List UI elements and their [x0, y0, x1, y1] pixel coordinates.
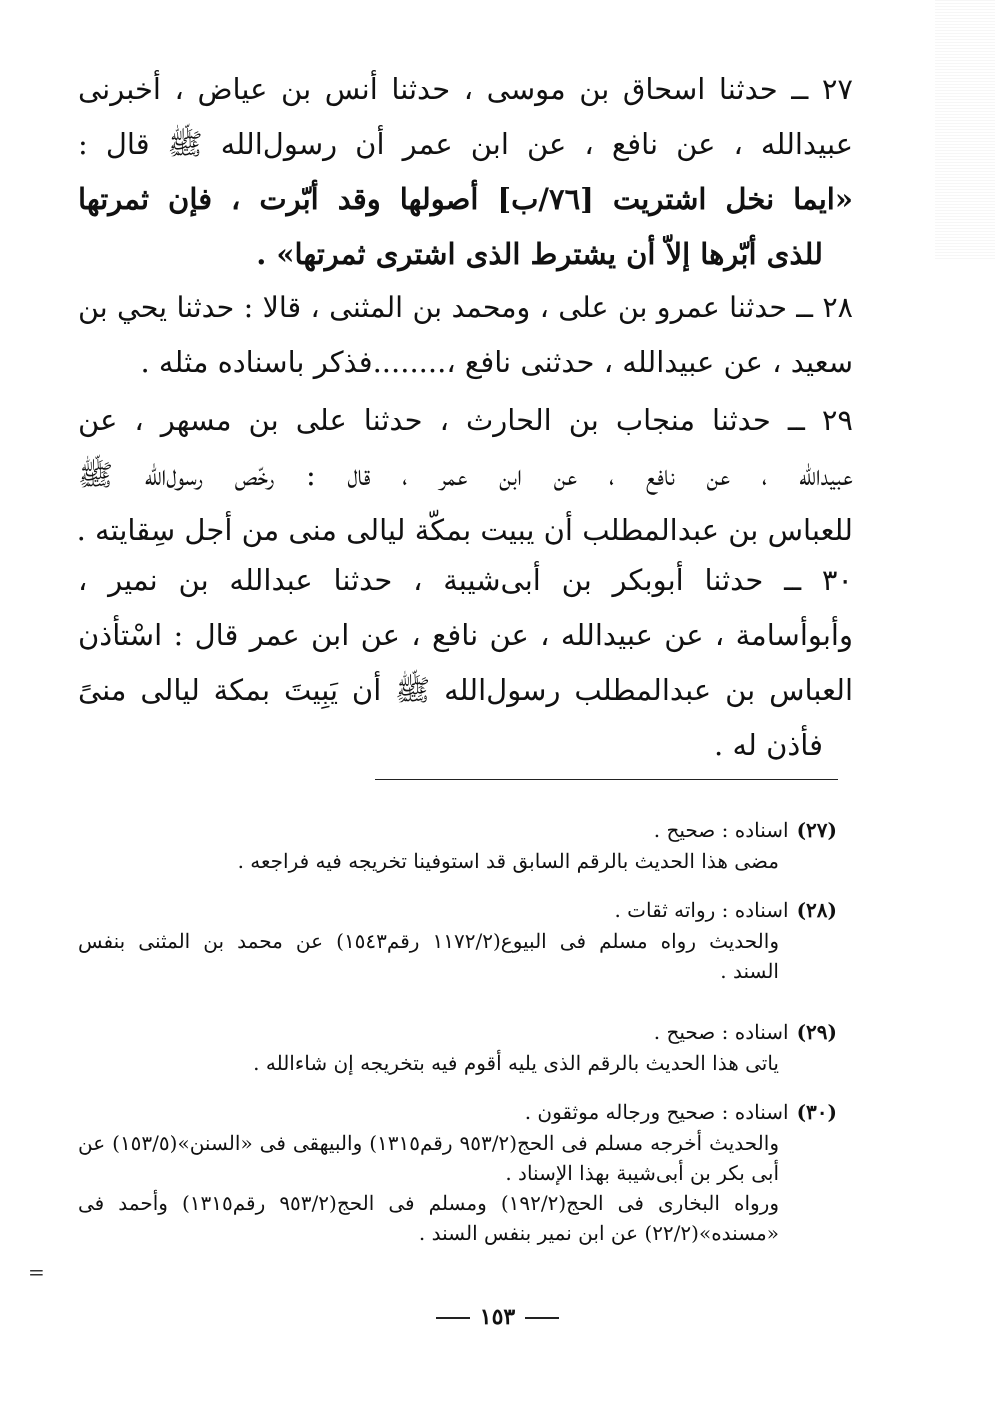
footnote-number: (٣٠) [796, 1100, 837, 1124]
hadith-27 [78, 62, 853, 282]
footnote-heading: اسناده : صحيح ورجاله موثقون . [524, 1100, 789, 1124]
footnote-number: (٢٨) [796, 898, 837, 922]
text-line: عبيدالله ، عن نافع ، عن ابن عمر ، قال : رخّص رسول‌الله ﷺ [78, 458, 853, 492]
text-line: وأبوأسامة ، عن عبيدالله ، عن نافع ، عن ابن عمر قال : اسْتأذن [78, 618, 853, 652]
footnote-number: (٢٧) [796, 818, 837, 842]
text-line: للعباس بن عبدالمطلب أن يبيت بمكّة ليالى منى من أجل سِقايته . [76, 513, 853, 547]
text-line: «ايما نخل اشتريت [٧٦/ب] أصولها وقد أبّرت ، فإن ثمرتها [78, 182, 853, 216]
text-line: ٣٠ ــ حدثنا أبوبكر بن أبى‌شيبة ، حدثنا عبدالله بن نمير ، [78, 563, 853, 597]
text-line: عبيدالله ، عن نافع ، عن ابن عمر أن رسول‌الله ﷺ قال : [78, 127, 853, 161]
footnote-line: مضى هذا الحديث بالرقم السابق قد استوفينا تخريجه فيه فراجعه . [237, 849, 779, 873]
footnote-28 [78, 894, 837, 986]
footnote-27 [78, 814, 837, 876]
footnote-number: (٢٩) [796, 1020, 837, 1044]
footnote-heading: اسناده : رواته ثقات . [614, 898, 789, 922]
footnote-heading: اسناده : صحيح . [653, 1020, 789, 1044]
footnote-line: ورواه البخارى فى الحج(١٩٢/٢) ومسلم فى الحج(٩٥٣/٢ رقم١٣١٥) وأحمد فى [78, 1191, 779, 1215]
page-number [0, 1304, 995, 1330]
text-line: ٢٨ ــ حدثنا عمرو بن على ، ومحمد بن المثنى ، قالا : حدثنا يحي بن [78, 291, 853, 324]
page-number-value: ١٥٣ [479, 1304, 516, 1330]
hadith-28 [78, 280, 853, 390]
footnote-line: والحديث أخرجه مسلم فى الحج(٩٥٣/٢ رقم١٣١٥) والبيهقى فى «السنن»(١٥٣/٥) عن [78, 1131, 779, 1155]
footnote-heading: اسناده : صحيح . [653, 818, 789, 842]
footnote-line: السند . [720, 959, 779, 983]
hadith-30 [78, 553, 853, 773]
text-line: ٢٧ ــ حدثنا اسحاق بن موسى ، حدثنا أنس بن عياض ، أخبرنى [78, 72, 853, 106]
text-line: ٢٩ ــ حدثنا منجاب بن الحارث ، حدثنا على بن مسهر ، عن [78, 403, 853, 437]
footnote-divider [375, 779, 838, 780]
page-number-dash [436, 1317, 470, 1319]
page-number-dash [525, 1317, 559, 1319]
text-line: للذى أبّرها إلاّ أن يشترط الذى اشترى ثمرتها» . [256, 237, 823, 271]
footnote-line: والحديث رواه مسلم فى البيوع(١١٧٢/٢ رقم١٥٤٣) عن محمد بن المثنى بنفس [78, 929, 779, 953]
footnote-line: ياتى هذا الحديث بالرقم الذى يليه أقوم فيه بتخريجه إن شاءالله . [253, 1051, 779, 1075]
scan-edge [935, 0, 995, 260]
hadith-29 [78, 393, 853, 558]
text-line: العباس بن عبدالمطلب رسول‌الله ﷺ أن يَبِيتَ بمكة ليالى منىً [78, 673, 853, 707]
footnote-line: «مسنده»(٢٢/٢) عن ابن نمير بنفس السند . [418, 1221, 779, 1245]
text-line: سعيد ، عن عبيدالله ، حدثنى نافع ،........فذكر باسناده مثله . [140, 345, 853, 379]
margin-mark: = [28, 1260, 45, 1284]
footnote-29 [78, 1016, 837, 1078]
text-line: فأذن له . [714, 728, 823, 762]
footnote-30 [78, 1096, 837, 1248]
footnote-line: أبى بكر بن أبى‌شيبة بهذا الإسناد . [505, 1161, 779, 1185]
